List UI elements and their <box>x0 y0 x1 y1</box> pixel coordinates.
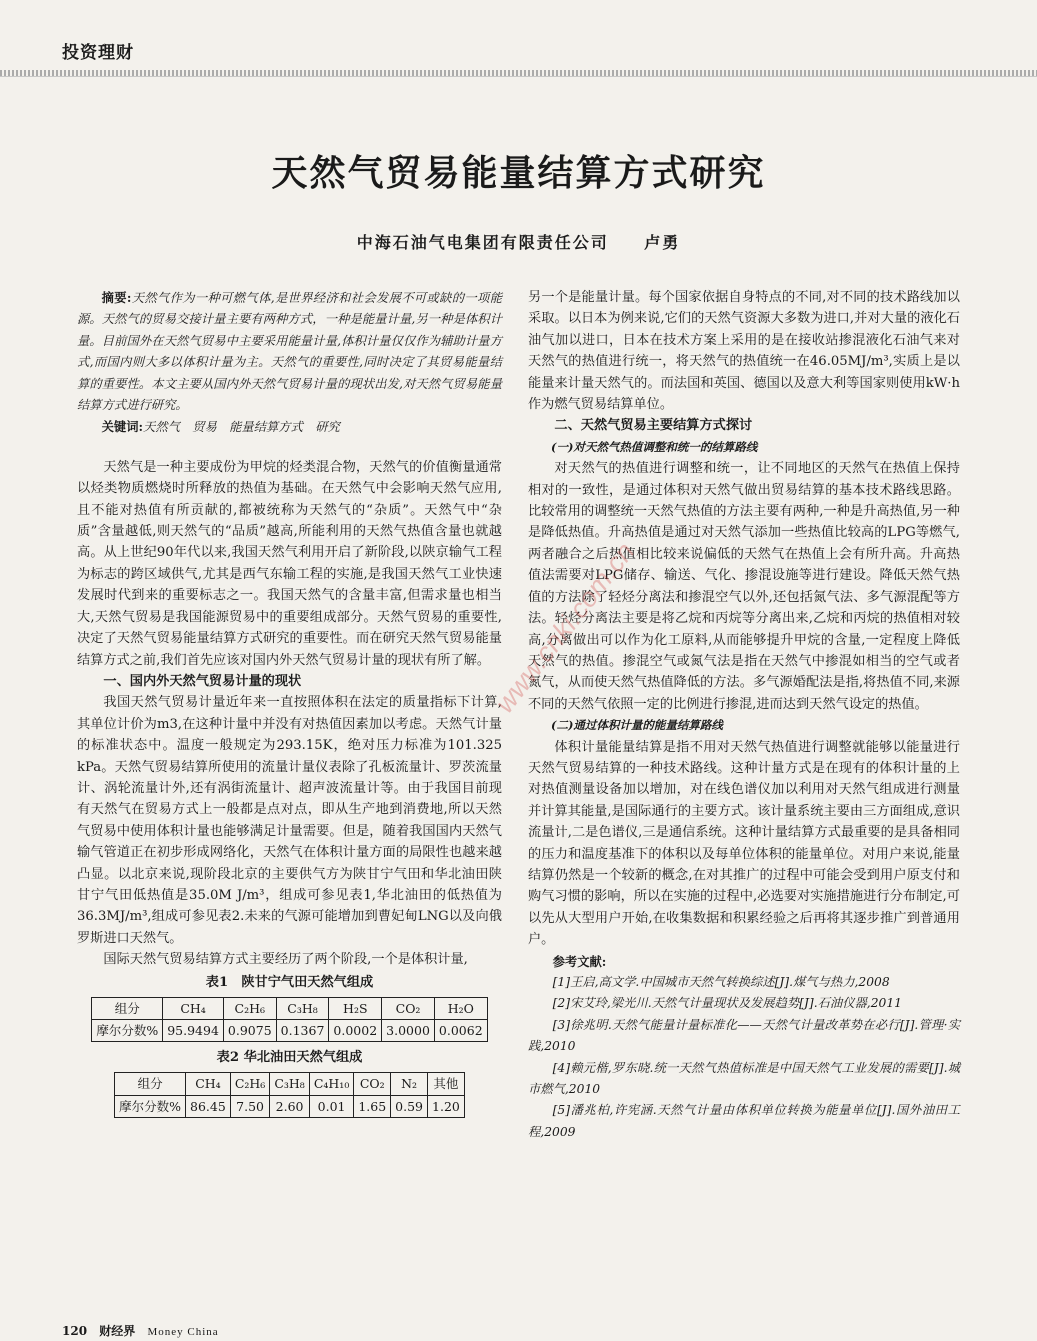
abstract-label: 摘要: <box>101 290 132 305</box>
table-cell: 7.50 <box>230 1095 270 1117</box>
table-row <box>115 1073 465 1095</box>
table2 <box>114 1072 465 1118</box>
table-cell: CH₄ <box>186 1073 231 1095</box>
intro-paragraph: 天然气是一种主要成份为甲烷的烃类混合物，天然气的价值衡量通常以烃类物质燃烧时所释放的热值为基础。在天然气中会影响天然气应用,且不能对热值有所贡献的,都被统称为天然气的“杂质”。天然气中“杂质”含量越低,则天然气的“品质”越高,所能利用的天然气热值含量也就越高。从上世纪90年代以来,我国天然气利用开启了新阶段,以陕京输气工程为标志的跨区域供气,尤其是西气东输工程的实施,是我国天然气工业快速发展时代到来的重要标志之一。我国天然气的含量丰富,但需求量也相当大,天然气贸易是我国能源贸易中的重要组成部分。天然气贸易的重要性,决定了天然气贸易能量结算方式研究的重要性。而在研究天然气贸易能量结算方式之前,我们首先应该对国内外天然气贸易计量的现状有所了解。 <box>77 459 502 668</box>
table1 <box>91 997 487 1043</box>
author-org: 中海石油气电集团有限责任公司 <box>356 233 609 252</box>
table-cell: C₂H₆ <box>230 1073 270 1095</box>
left-column <box>77 287 502 1122</box>
table2-caption: 表2 华北油田天然气组成 <box>216 1050 363 1066</box>
table-cell: 0.59 <box>391 1095 428 1117</box>
subsection-heading-2: (二)通过体积计量的能量结算路线 <box>551 718 723 733</box>
table-cell: 摩尔分数% <box>92 1020 163 1042</box>
watermark-text: www.cnki.com.cn <box>489 536 641 719</box>
table-row <box>92 1020 487 1042</box>
table-cell: 0.0002 <box>329 1020 382 1042</box>
table-cell: C₄H₁₀ <box>309 1073 354 1095</box>
article-title: 天然气贸易能量结算方式研究 <box>271 152 766 194</box>
right-column <box>528 287 960 1143</box>
journal-name-en: Money China <box>147 1326 219 1338</box>
table-cell: CO₂ <box>382 997 435 1019</box>
table-cell: 1.20 <box>428 1095 465 1117</box>
table-cell: 2.60 <box>270 1095 310 1117</box>
paragraph-3: 对天然气的热值进行调整和统一，让不同地区的天然气在热值上保持相对的一致性，是通过体积对天然气做出贸易结算的基本技术路线思路。比较常用的调整统一天然气热值的方法主要有两种,一种是升高热值,另一种是降低热值。升高热值是通过对天然气添加一些热值比较高的LPG等燃气,两者融合之后热值相比较来说偏低的天然气在热值上会有所升高。升高热值法需要对LPG储存、输送、气化、掺混设施等进行建设。降低天然气热值的方法除了轻烃分离法和掺混空气以外,还包括氮气法、多气源混配等方法。轻烃分离法主要是将乙烷和丙烷等分离出来,乙烷和丙烷的热值相对较高,分离做出可以作为化工原料,从而能够提升甲烷的含量,一定程度上降低天然气的热值。掺混空气或氮气法是指在天然气中掺混如相当的空气或者氮气，从而使天然气热值降低的方法。多气源婚配法是指,将热值不同,来源不同的天然气依照一定的比例进行掺混,进而达到天然气设定的热值。 <box>528 461 960 712</box>
reference-item: [5]潘兆柏,许宪涵.天然气计量由体积单位转换为能量单位[J].国外油田工程,2009 <box>528 1103 960 1139</box>
table-cell: C₃H₈ <box>270 1073 310 1095</box>
table1-caption: 表1 陕甘宁气田天然气组成 <box>205 974 374 990</box>
paragraph-2-continued: 另一个是能量计量。每个国家依据自身特点的不同,对不同的技术路线加以采取。以日本为例来说,它们的天然气资源大多数为进口,并对大量的液化石油气加以进口，日本在技术方案上采用的是在接收站掺混液化石油气来对天然气的热值进行统一，将天然气的热值统一在46.05MJ/m³,实质上是以能量来计量天然气的。而法国和英国、德国以及意大利等国家则使用kW·h作为燃气贸易结算单位。 <box>528 290 960 413</box>
paragraph-2: 国际天然气贸易结算方式主要经历了两个阶段,一个是体积计量, <box>103 952 468 968</box>
keywords-label: 关键词: <box>101 419 144 435</box>
byline <box>0 230 1037 253</box>
keywords <box>77 416 502 438</box>
reference-item: [1]王启,高文学.中国城市天然气转换综述[J].煤气与热力,2008 <box>552 975 890 989</box>
table-cell: CH₄ <box>163 997 224 1019</box>
table-cell: N₂ <box>391 1073 428 1095</box>
table-cell: 0.9075 <box>223 1020 276 1042</box>
references-heading: 参考文献: <box>552 953 607 969</box>
reference-item: [4]赖元楷,罗东晓.统一天然气热值标准是中国天然气工业发展的需要[J].城市燃气,2010 <box>528 1060 960 1097</box>
table-cell: 组分 <box>115 1073 186 1095</box>
table-cell: CO₂ <box>354 1073 391 1095</box>
page-footer <box>62 1322 227 1339</box>
page-number: 120 <box>62 1324 88 1338</box>
reference-item: [3]徐兆明.天然气能量计量标准化——天然气计量改革势在必行[J].管理·实践,2010 <box>528 1017 960 1054</box>
author-name: 卢勇 <box>644 233 681 252</box>
table-row <box>92 997 487 1019</box>
table-cell: 86.45 <box>186 1095 231 1117</box>
abstract <box>77 287 502 416</box>
section-heading-1: 一、国内外天然气贸易计量的现状 <box>103 673 302 689</box>
abstract-text: 天然气作为一种可燃气体,是世界经济和社会发展不可或缺的一项能源。天然气的贸易交接计量主要有两种方式，一种是能量计量,另一种是体积计量。目前国外在天然气贸易中主要采用能量计量,体积计量仅仅作为辅助计量方式,而国内则大多以体积计量为主。天然气的重要性,同时决定了其贸易能量结算的重要性。本文主要从国内外天然气贸易计量的现状出发,对天然气贸易能量结算方式进行研究。 <box>77 291 502 413</box>
section-heading-2: 二、天然气贸易主要结算方式探讨 <box>554 418 753 434</box>
references <box>528 951 960 1144</box>
table-cell: 3.0000 <box>382 1020 435 1042</box>
table-cell: C₂H₆ <box>223 997 276 1019</box>
table-cell: 0.1367 <box>276 1020 329 1042</box>
table-cell: 其他 <box>428 1073 465 1095</box>
table-cell: 0.01 <box>309 1095 354 1117</box>
table-cell: H₂S <box>329 997 382 1019</box>
table-cell: 组分 <box>92 997 163 1019</box>
journal-name: 财经界 <box>99 1324 136 1338</box>
paragraph-4: 体积计量能量结算是指不用对天然气热值进行调整就能够以能量进行天然气贸易结算的一种技术路线。这种计量方式是在现有的体积计量的上对热值测量设备加以增加，对在线色谱仪加以利用对天然气组成进行测量并计算其能量,是国际通行的主要方式。该计量系统主要由三方面组成,意识流量计,二是色谱仪,三是通信系统。这种计量结算方式最重要的是具备相同的压力和温度基准下的体积以及每单位体积的能量单位。对用户来说,能量结算仍然是一个较新的概念,在对其推广的过程中可能会受到用户原支付和购气习惯的影响，所以在实施的过程中,必选要对实施措施进行分布制定,可以先从大型用户开始,在收集数据和积累经验之后再将其逐步推广到普通用户。 <box>528 739 960 948</box>
table-cell: 95.9494 <box>163 1020 224 1042</box>
section-tag: 投资理财 <box>62 43 134 63</box>
table-cell: H₂O <box>434 997 487 1019</box>
reference-item: [2]宋艾玲,梁光川.天然气计量现状及发展趋势[J].石油仪器,2011 <box>552 996 902 1011</box>
subsection-heading-1: (一)对天然气热值调整和统一的结算路线 <box>551 439 758 454</box>
table-row <box>115 1095 465 1117</box>
table-cell: 1.65 <box>354 1095 391 1117</box>
table-cell: 摩尔分数% <box>115 1095 186 1117</box>
paragraph-1: 我国天然气贸易计量近年来一直按照体积在法定的质量指标下计算,其单位计价为m3,在这种计量中并没有对热值因素加以考虑。天然气计量的标准状态中。温度一般规定为293.15K，绝对压力标准为101.325 kPa。天然气贸易结算所使用的流量计量仪表除了孔板流量计、罗茨流量计、涡轮流量计外,还有涡街流量计、超声波流量计等。由于我国目前现有天然气在贸易方式上一般都是点对点，即从生产地到消费地,所以天然气贸易中使用体积计量也能够满足计量需要。但是，随着我国国内天然气输气管道正在初步形成网络化，天然气在体积计量方面的局限性也越来越凸显。以北京来说,现阶段北京的主要供气方为陕甘宁气田和华北油田陕甘宁气田低热值是35.0M J/m³，组成可参见表1,华北油田的低热值为36.3MJ/m³,组成可参见表2.未来的气源可能增加到曹妃甸LNG以及向俄罗斯进口天然气。 <box>77 695 502 946</box>
keywords-text: 天然气 贸易 能量结算方式 研究 <box>143 420 340 435</box>
header-rule <box>0 70 1037 76</box>
table-cell: C₃H₈ <box>276 997 329 1019</box>
table-cell: 0.0062 <box>434 1020 487 1042</box>
